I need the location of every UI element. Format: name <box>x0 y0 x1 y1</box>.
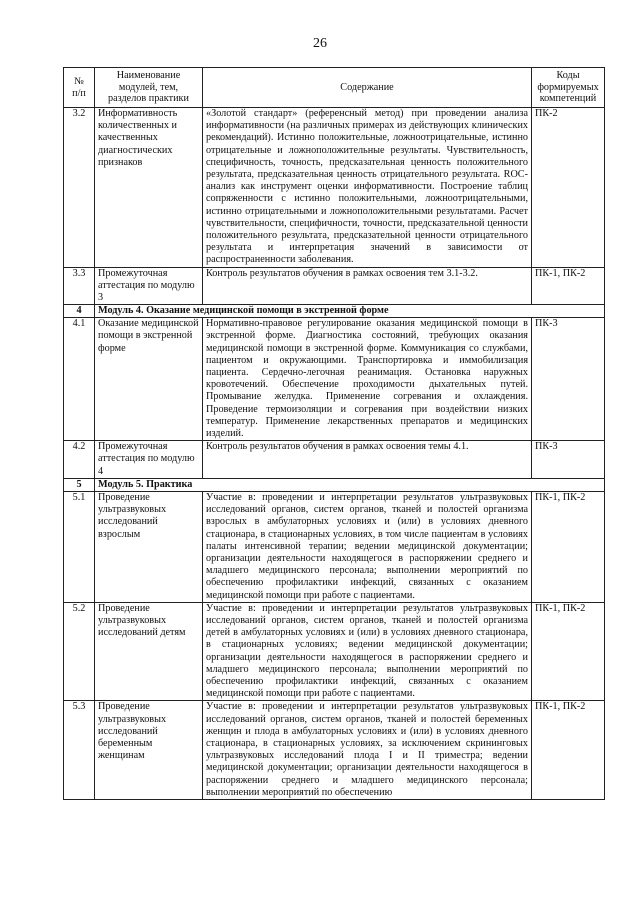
row-number: 3.2 <box>64 108 95 268</box>
topic-content: Участие в: проведении и интерпретации результатов ультразвуковых исследований органов, систем органов, тканей и полостей беременных женщин и плода в амбулаторных условиях и (или) в условиях дневного стационара, в стационарных условиях, за исключением скрининговых ультразвуковых исследований плода I и II триместра; ведении медицинской документации; организации деятельности находящегося в распоряжении среднего и младшего медицинского персонала; выполнении мероприятий по обеспечению <box>203 701 532 800</box>
topic-content: Участие в: проведении и интерпретации результатов ультразвуковых исследований органов, систем органов, тканей и полостей организма детей в амбулаторных условиях и (или) в условиях дневного стационара, в стационарных условиях; ведении медицинской документации; организации деятельности находящегося в распоряжении среднего и младшего медицинского персонала; выполнении мероприятий по обеспечению профилактики инфекций, связанных с оказанием медицинской помощи при работе с пациентами. <box>203 602 532 701</box>
row-number: 5.3 <box>64 701 95 800</box>
module-title: Модуль 5. Практика <box>95 478 605 491</box>
topic-content: Контроль результатов обучения в рамках освоения темы 4.1. <box>203 441 532 479</box>
module-number: 4 <box>64 305 95 318</box>
table-header-row <box>64 68 605 108</box>
table-row <box>64 441 605 479</box>
topic-name: Промежуточная аттестация по модулю 3 <box>95 267 203 305</box>
header-codes: Коды формируемых компетенций <box>532 68 605 108</box>
competence-codes: ПК-1, ПК-2 <box>532 267 605 305</box>
page-number: 26 <box>313 36 327 51</box>
curriculum-table <box>63 67 605 800</box>
topic-content: Участие в: проведении и интерпретации результатов ультразвуковых исследований органов, систем органов, тканей и полостей организма взрослых в амбулаторных условиях и (или) в условиях дневного стационара, в стационарных условиях, в том числе пациентам в условиях палаты интенсивной терапии; ведении медицинской документации; организации деятельности находящегося в распоряжении среднего и младшего медицинского персонала; выполнении мероприятий по обеспечению профилактики инфекций, связанных с оказанием медицинской помощи при работе с пациентами. <box>203 491 532 602</box>
topic-name: Проведение ультразвуковых исследований беременным женщинам <box>95 701 203 800</box>
topic-content: «Золотой стандарт» (референсный метод) при проведении анализа информативности (на различных примерах из действующих клинических рекомендаций). Истинно положительные, ложноотрицательные, истинно отрицательные и ложноположительные результаты. Чувствительность, специфичность, точность, предсказательная ценность положительного результата, предсказательная ценность отрицательного результата. ROC-анализ как инструмент оценки информативности. Построение таблиц сопряженности с истинно положительными, ложноотрицательными, истинно отрицательными и ложноположительными результатами. Расчет чувствительности, специфичности, точности, предсказательной ценности положительного результата, предсказательной ценности отрицательного результата и интерпретация значений в зависимости от распространенности заболевания. <box>203 108 532 268</box>
module-title: Модуль 4. Оказание медицинской помощи в экстренной форме <box>95 305 605 318</box>
topic-name: Промежуточная аттестация по модулю 4 <box>95 441 203 479</box>
row-number: 4.1 <box>64 318 95 441</box>
module-row <box>64 478 605 491</box>
topic-content: Контроль результатов обучения в рамках освоения тем 3.1-3.2. <box>203 267 532 305</box>
row-number: 5.1 <box>64 491 95 602</box>
header-content: Содержание <box>203 68 532 108</box>
competence-codes: ПК-2 <box>532 108 605 268</box>
row-number: 3.3 <box>64 267 95 305</box>
row-number: 4.2 <box>64 441 95 479</box>
topic-content: Нормативно-правовое регулирование оказания медицинской помощи в экстренной форме. Диагностика состояний, требующих оказания медицинской помощи в экстренной форме. Коммуникация со службами, пациентом и окружающими. Транспортировка и иммобилизация пациента. Сердечно-легочная реанимация. Остановка наружных кровотечений. Обеспечение проходимости дыхательных путей. Промывание желудка. Применение согревания и охлаждения. Проведение термоизоляции и согревания при воздействии низких температур. Применение лекарственных препаратов и медицинских изделий. <box>203 318 532 441</box>
competence-codes: ПК-1, ПК-2 <box>532 491 605 602</box>
topic-name: Оказание медицинской помощи в экстренной форме <box>95 318 203 441</box>
table-row <box>64 108 605 268</box>
header-num: № п/п <box>64 68 95 108</box>
module-number: 5 <box>64 478 95 491</box>
table-row <box>64 491 605 602</box>
topic-name: Информативность количественных и качественных диагностических признаков <box>95 108 203 268</box>
table-row <box>64 602 605 701</box>
module-row <box>64 305 605 318</box>
header-name: Наименование модулей, тем, разделов практики <box>95 68 203 108</box>
topic-name: Проведение ультразвуковых исследований детям <box>95 602 203 701</box>
topic-name: Проведение ультразвуковых исследований взрослым <box>95 491 203 602</box>
table-row <box>64 267 605 305</box>
competence-codes: ПК-3 <box>532 318 605 441</box>
competence-codes: ПК-1, ПК-2 <box>532 701 605 800</box>
table-row <box>64 701 605 800</box>
competence-codes: ПК-1, ПК-2 <box>532 602 605 701</box>
table-row <box>64 318 605 441</box>
competence-codes: ПК-3 <box>532 441 605 479</box>
row-number: 5.2 <box>64 602 95 701</box>
